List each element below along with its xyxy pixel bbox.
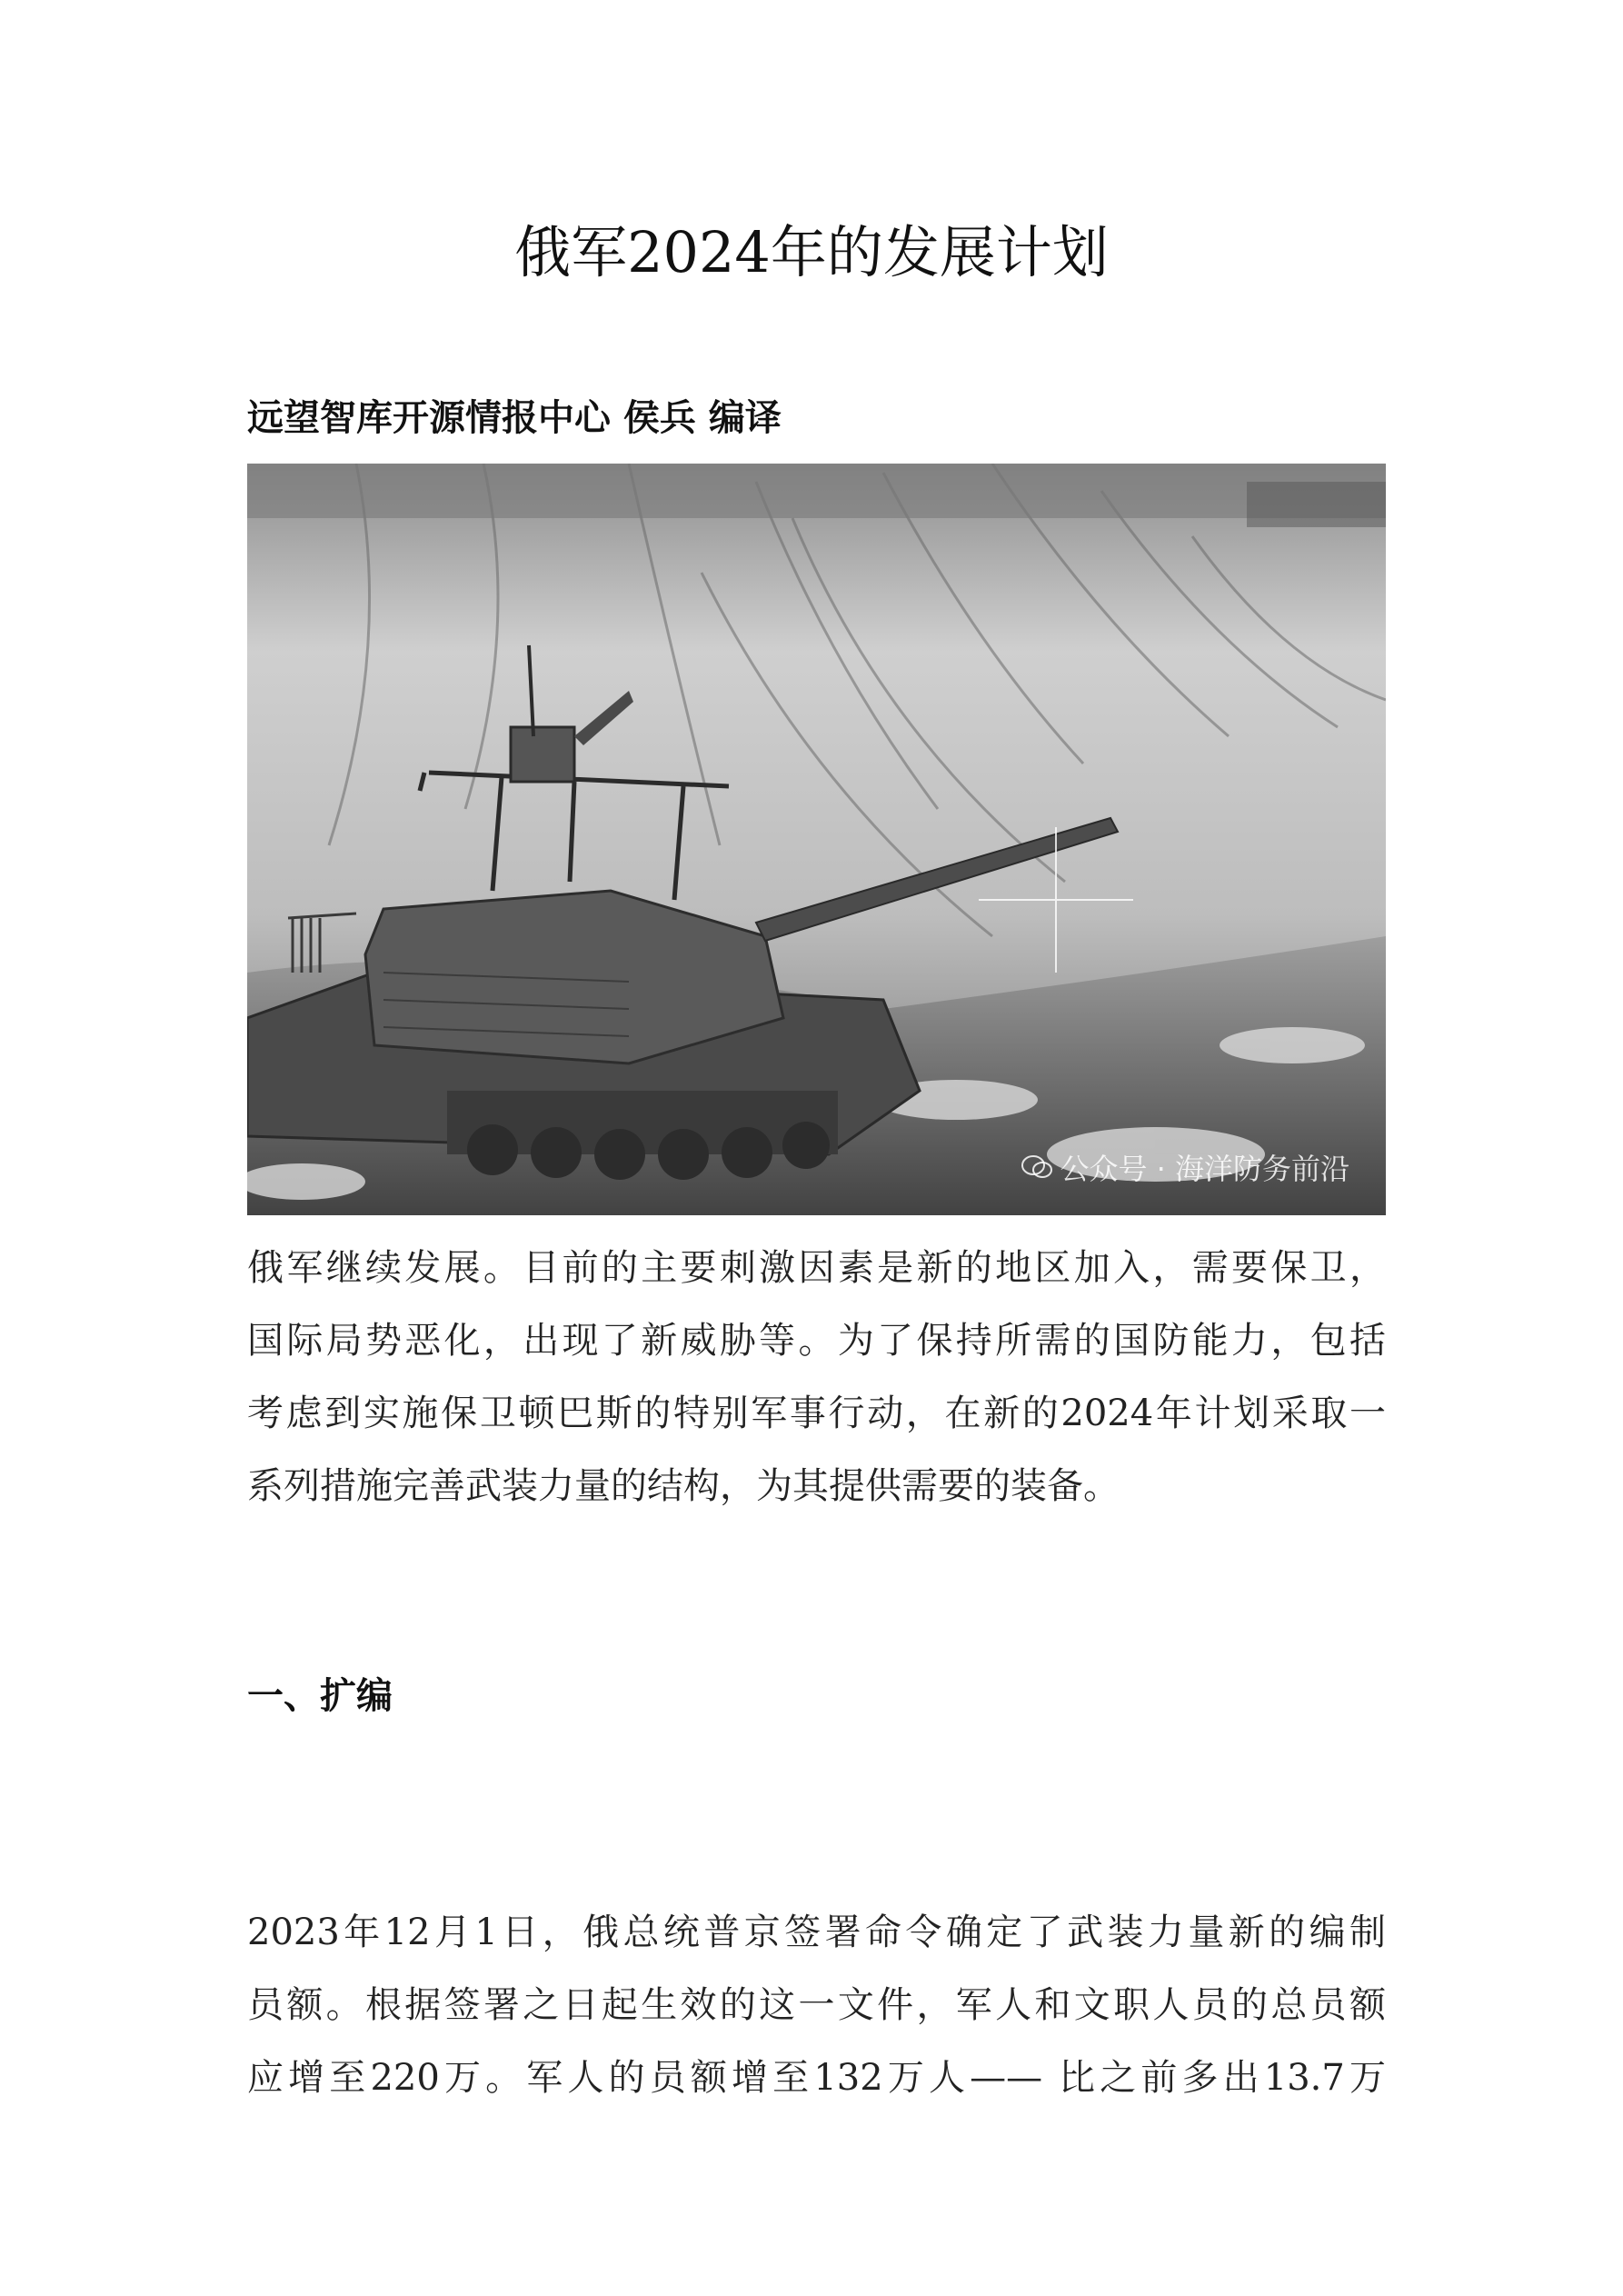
tank-photo-graphic (247, 464, 1386, 1215)
paragraph-line: 应增至220万。军人的员额增至132万人—— 比之前多出13.7万 (247, 2057, 1386, 2099)
intro-paragraph (247, 1232, 1386, 1522)
page-title: 俄军2024年的发展计划 (514, 219, 1109, 285)
section-heading: 一、扩编 (247, 1675, 393, 1717)
paragraph-line: 2023年12月1日，俄总统普京签署命令确定了武装力量新的编制 (247, 1912, 1386, 1953)
paragraph-line: 俄军继续发展。目前的主要刺激因素是新的地区加入，需要保卫， (247, 1247, 1386, 1289)
wechat-icon (1021, 1154, 1052, 1180)
paragraph-line: 系列措施完善武装力量的结构，为其提供需要的装备。 (247, 1465, 1120, 1507)
paragraph-line: 考虑到实施保卫顿巴斯的特别军事行动，在新的2024年计划采取一 (247, 1393, 1386, 1434)
byline: 远望智库开源情报中心 侯兵 编译 (247, 397, 782, 439)
paragraph-line: 员额。根据签署之日起生效的这一文件，军人和文职人员的总员额 (247, 1984, 1386, 2026)
watermark-text: 公众号 · 海洋防务前沿 (1060, 1152, 1349, 1186)
section-paragraph (247, 1896, 1386, 2114)
tank-photo (247, 464, 1386, 1215)
photo-watermark (1021, 1146, 1349, 1188)
paragraph-line: 国际局势恶化，出现了新威胁等。为了保持所需的国防能力，包括 (247, 1320, 1386, 1362)
